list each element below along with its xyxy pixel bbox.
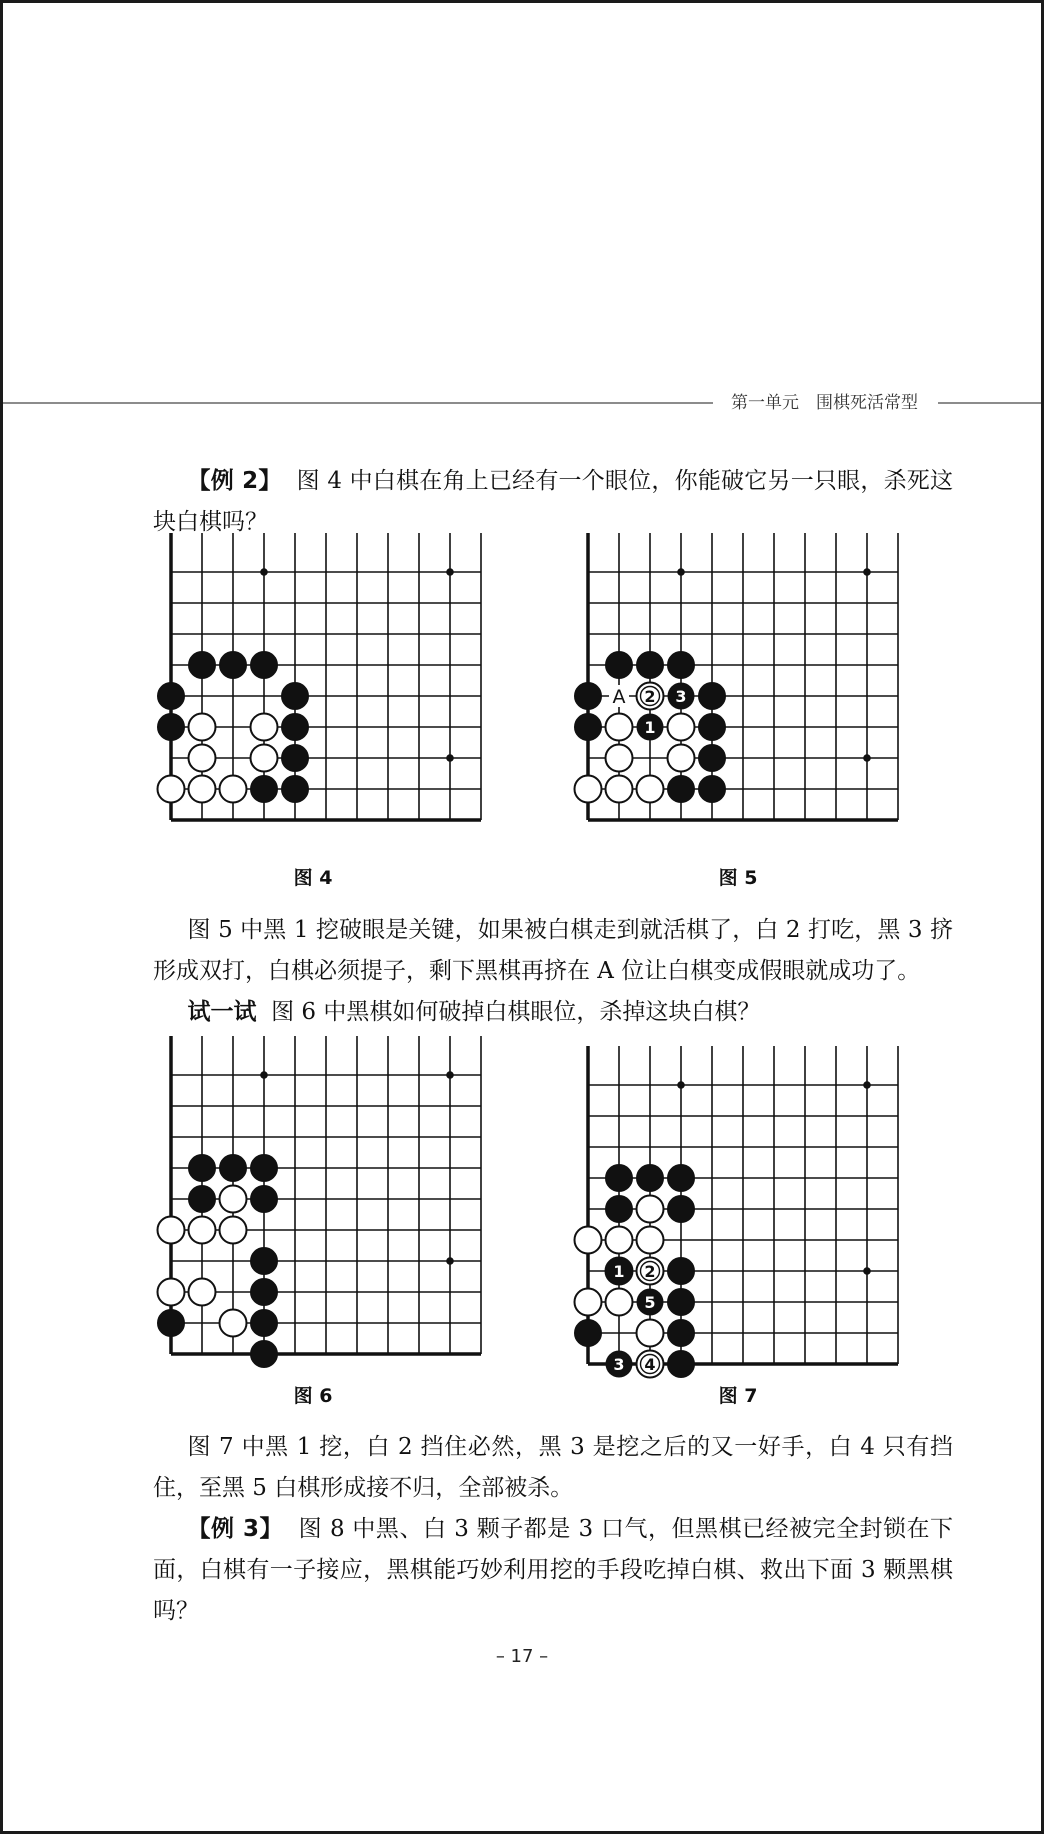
star-point [260,1071,268,1079]
black-stone [282,745,309,772]
example-2-text: 图 4 中白棋在角上已经有一个眼位，你能破它另一只眼，杀死这块白棋吗？ [153,468,954,535]
try-it-paragraph [153,992,953,1033]
white-stone [606,776,633,803]
star-point [863,1081,871,1089]
black-stone [606,1196,633,1223]
white-stone [158,776,185,803]
black-stone [282,714,309,741]
black-stone [575,1320,602,1347]
chapter-title: 第一单元 围棋死活常型 [731,393,918,413]
white-stone [251,745,278,772]
black-stone [668,1196,695,1223]
black-stone [668,1165,695,1192]
black-stone [637,652,664,679]
black-stone [668,652,695,679]
black-stone [668,1320,695,1347]
point-label: A [612,686,626,708]
white-stone [220,1186,247,1213]
caption-figure-6: 图 6 [293,1385,333,1407]
white-stone [189,745,216,772]
caption-figure-4: 图 4 [293,867,333,889]
black-stone [251,1341,278,1368]
black-stone [251,1279,278,1306]
go-diagram-figure-7 [570,1046,910,1386]
white-stone [606,745,633,772]
star-point [863,568,871,576]
move-number: 1 [613,1262,625,1281]
black-stone [158,683,185,710]
move-number: 5 [644,1293,656,1312]
go-diagram-figure-5 [570,533,910,873]
white-stone [637,1196,664,1223]
black-stone [668,776,695,803]
header-rule-left [3,402,713,404]
white-stone [220,1310,247,1337]
black-stone [220,1155,247,1182]
star-point [677,1081,685,1089]
example-2-paragraph [153,461,953,543]
try-it-text: 图 6 中黑棋如何破掉白棋眼位，杀掉这块白棋？ [271,999,761,1025]
go-diagram-figure-4 [153,533,493,873]
black-stone [699,714,726,741]
star-point [446,1071,454,1079]
move-number: 2 [644,1262,656,1281]
black-stone [251,1310,278,1337]
example-3-tag: 【例 3】 [187,1516,284,1542]
white-stone [575,776,602,803]
black-stone [606,1165,633,1192]
black-stone [158,714,185,741]
white-stone [575,1227,602,1254]
try-it-tag: 试一试 [187,999,257,1025]
move-number: 3 [675,687,687,706]
black-stone [668,1289,695,1316]
white-stone [668,745,695,772]
example-3-paragraph [153,1509,953,1632]
move-number: 2 [644,687,656,706]
white-stone [189,1217,216,1244]
white-stone [158,1217,185,1244]
black-stone [251,1186,278,1213]
black-stone [220,652,247,679]
star-point [260,568,268,576]
white-stone [637,1320,664,1347]
star-point [446,754,454,762]
white-stone [637,1227,664,1254]
star-point [446,568,454,576]
white-stone [158,1279,185,1306]
figure-5-explanation: 图 5 中黑 1 挖破眼是关键，如果被白棋走到就活棋了，白 2 打吃，黑 3 挤形成双打，白棋必须提子，剩下黑棋再挤在 A 位让白棋变成假眼就成功了。 [153,917,953,984]
move-number: 1 [644,718,656,737]
black-stone [251,1248,278,1275]
running-header [3,391,1041,415]
black-stone [699,683,726,710]
white-stone [606,1289,633,1316]
white-stone [189,776,216,803]
black-stone [282,776,309,803]
example-2-tag: 【例 2】 [187,468,282,494]
white-stone [637,776,664,803]
example-3-text: 图 8 中黑、白 3 颗子都是 3 口气，但黑棋已经被完全封锁在下面，白棋有一子接应，黑棋能巧妙利用挖的手段吃掉白棋、救出下面 3 颗黑棋吗？ [153,1516,954,1624]
white-stone [220,776,247,803]
black-stone [606,652,633,679]
black-stone [668,1258,695,1285]
black-stone [668,1351,695,1378]
caption-figure-5: 图 5 [718,867,758,889]
go-diagram-figure-6 [153,1036,493,1376]
white-stone [575,1289,602,1316]
white-stone [251,714,278,741]
header-rule-right [938,402,1041,404]
white-stone [606,1227,633,1254]
black-stone [189,1186,216,1213]
black-stone [575,714,602,741]
caption-figure-7: 图 7 [718,1385,758,1407]
star-point [677,568,685,576]
white-stone [220,1217,247,1244]
black-stone [189,652,216,679]
page-number: – 17 – [495,1646,549,1667]
black-stone [699,745,726,772]
black-stone [189,1155,216,1182]
star-point [446,1257,454,1265]
black-stone [282,683,309,710]
figure-7-explanation: 图 7 中黑 1 挖，白 2 挡住必然，黑 3 是挖之后的又一好手，白 4 只有挡住，至黑 5 白棋形成接不归，全部被杀。 [153,1434,953,1501]
black-stone [699,776,726,803]
white-stone [606,714,633,741]
move-number: 3 [613,1355,625,1374]
black-stone [158,1310,185,1337]
star-point [863,1267,871,1275]
black-stone [637,1165,664,1192]
star-point [863,754,871,762]
black-stone [251,776,278,803]
white-stone [189,714,216,741]
move-number: 4 [644,1355,656,1374]
white-stone [189,1279,216,1306]
black-stone [251,652,278,679]
white-stone [668,714,695,741]
black-stone [251,1155,278,1182]
black-stone [575,683,602,710]
